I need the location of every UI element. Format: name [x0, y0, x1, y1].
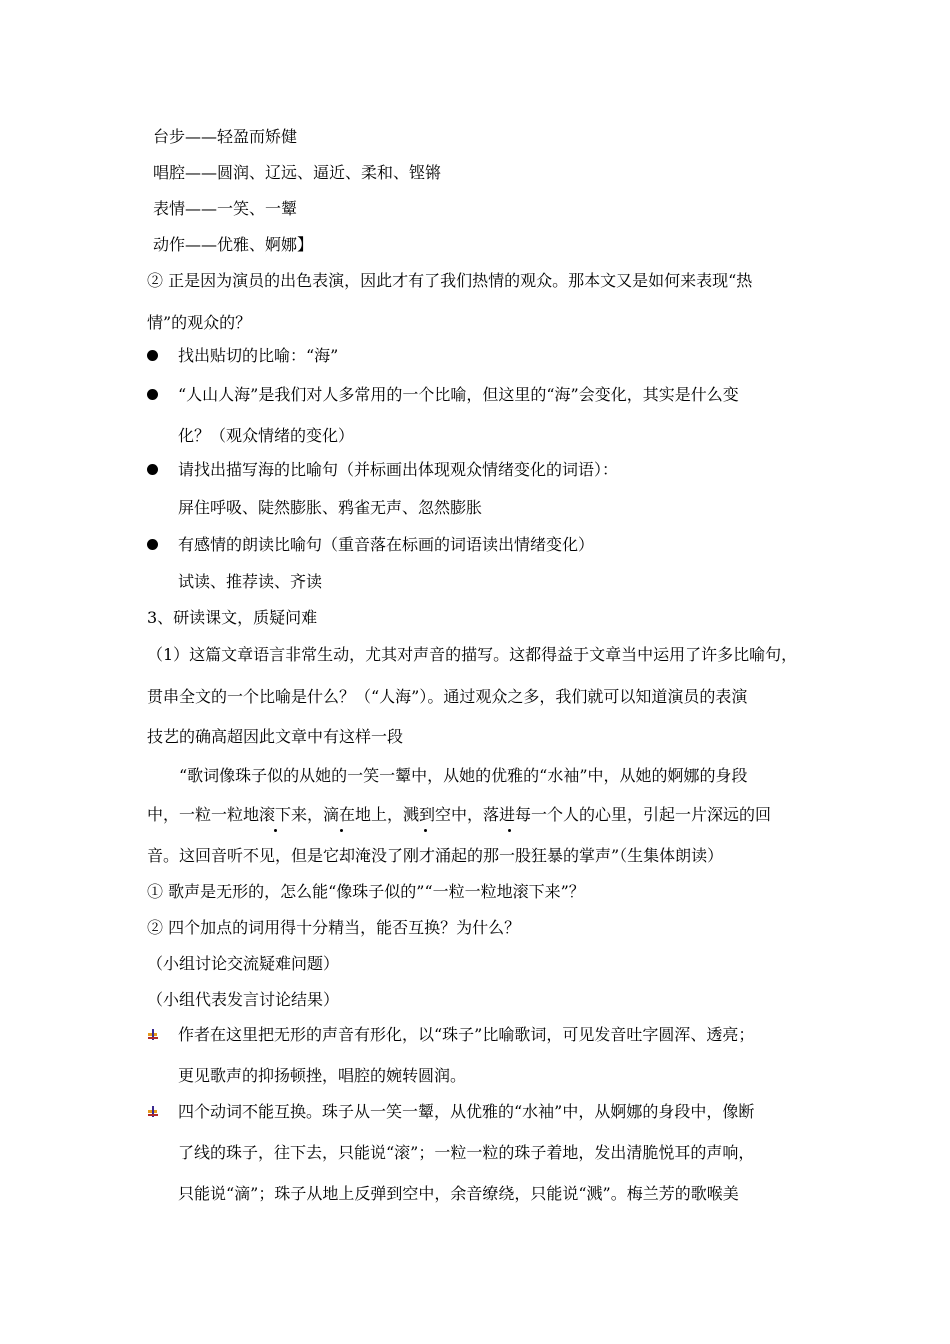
- feature-line: 表情——一笑、一颦: [153, 199, 298, 218]
- arrow-marker-icon: [146, 1028, 160, 1042]
- arrow-marker-icon: [146, 1105, 160, 1119]
- answer-text: 只能说“滴”；珠子从地上反弹到空中，余音缭绕，只能说“溅”。梅兰芳的歌喉美: [178, 1184, 739, 1203]
- answer-text: 作者在这里把无形的声音有形化，以“珠子”比喻歌词，可见发音吐字圆浑、透亮；: [178, 1025, 755, 1044]
- bullet-text: “人山人海”是我们对人多常用的一个比喻，但这里的“海”会变化，其实是什么变: [178, 385, 739, 404]
- emphasis-dot: [424, 829, 427, 832]
- bullet-text: 屏住呼吸、陡然膨胀、鸦雀无声、忽然膨胀: [178, 498, 483, 517]
- paragraph-line: 技艺的确高超因此文章中有这样一段: [147, 727, 404, 746]
- question-line: ① 歌声是无形的，怎么能“像珠子似的”“一粒一粒地滚下来”？: [147, 882, 585, 901]
- quote-line: 音。这回音听不见，但是它却淹没了刚才涌起的那一股狂暴的掌声”（生集体朗读）: [147, 846, 724, 865]
- question-line: ② 四个加点的词用得十分精当，能否互换？为什么？: [147, 918, 521, 937]
- emphasis-dot: [340, 829, 343, 832]
- bullet-dot-icon: [147, 350, 158, 361]
- question-line: （小组讨论交流疑难问题）: [147, 954, 340, 973]
- emphasis-dot: [274, 829, 277, 832]
- question-text: 情”的观众的？: [147, 313, 252, 332]
- answer-text: 更见歌声的抑扬顿挫，唱腔的婉转圆润。: [178, 1066, 467, 1085]
- section-heading: 3、研读课文，质疑问难: [147, 608, 318, 627]
- answer-text: 四个动词不能互换。珠子从一笑一颦，从优雅的“水袖”中，从婀娜的身段中，像断: [178, 1102, 755, 1121]
- paragraph-line: 贯串全文的一个比喻是什么？（“人海”）。通过观众之多，我们就可以知道演员的表演: [147, 687, 748, 706]
- emphasis-dot: [508, 829, 511, 832]
- quote-line: “歌词像珠子似的从她的一笑一颦中，从她的优雅的“水袖”中，从她的婀娜的身段: [179, 766, 748, 785]
- bullet-text: 请找出描写海的比喻句（并标画出体现观众情绪变化的词语）：: [178, 460, 619, 479]
- paragraph-line: （1）这篇文章语言非常生动，尤其对声音的描写。这都得益于文章当中运用了许多比喻句，: [147, 645, 798, 664]
- bullet-dot-icon: [147, 464, 158, 475]
- feature-line: 动作——优雅、婀娜】: [153, 235, 314, 254]
- answer-text: 了线的珠子，往下去，只能说“滚”；一粒一粒的珠子着地，发出清脆悦耳的声响，: [178, 1143, 755, 1162]
- bullet-text: 有感情的朗读比喻句（重音落在标画的词语读出情绪变化）: [178, 535, 595, 554]
- bullet-text: 试读、推荐读、齐读: [178, 572, 323, 591]
- question-text: ② 正是因为演员的出色表演，因此才有了我们热情的观众。那本文又是如何来表现“热: [147, 271, 753, 290]
- bullet-dot-icon: [147, 539, 158, 550]
- bullet-text: 找出贴切的比喻：“海”: [178, 346, 339, 365]
- bullet-text: 化？（观众情绪的变化）: [178, 426, 355, 445]
- feature-line: 台步——轻盈而矫健: [153, 127, 298, 146]
- bullet-dot-icon: [147, 389, 158, 400]
- quote-line: 中，一粒一粒地滚下来，滴在地上，溅到空中，落进每一个人的心里，引起一片深远的回: [147, 805, 772, 824]
- question-line: （小组代表发言讨论结果）: [147, 990, 340, 1009]
- feature-line: 唱腔——圆润、辽远、逼近、柔和、铿锵: [153, 163, 442, 182]
